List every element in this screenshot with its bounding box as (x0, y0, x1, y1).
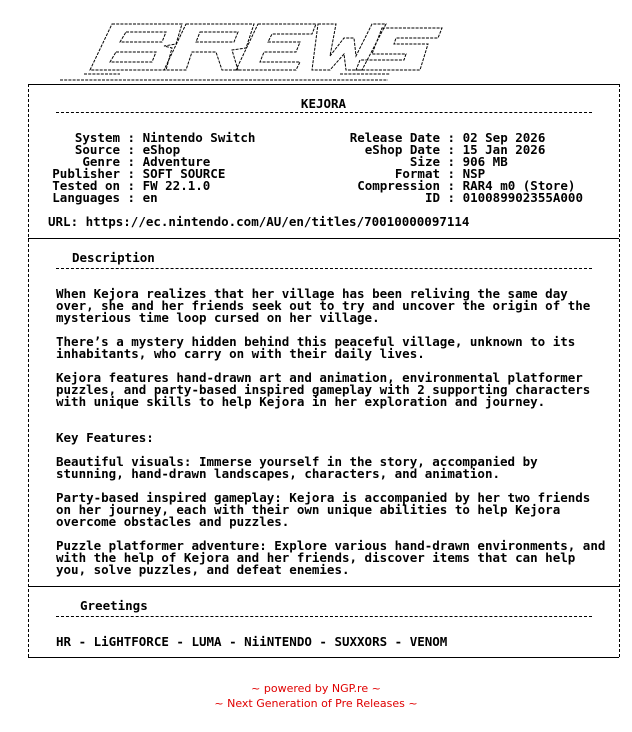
greetings-underline (56, 616, 592, 617)
description-paragraph: Kejora features hand-drawn art and animation, environmental platformer puzzles, and party-based inspired gameplay with 2 supporting characters with unique skills to help Kejora in her exploration and journey. (56, 370, 591, 409)
greetings-list: HR - LiGHTFORCE - LUMA - NiiNTENDO - SUXXORS - VENOM (56, 634, 448, 649)
info-key: Tested on (52, 178, 120, 193)
bottom-border (28, 657, 619, 658)
info-key: System (74, 130, 120, 145)
info-key: Release Date (349, 130, 440, 145)
section-divider-1 (28, 238, 619, 239)
info-row (48, 192, 158, 204)
info-value: RAR4 m0 (Store) (462, 178, 576, 193)
description-underline (56, 268, 592, 269)
info-separator: : (120, 154, 143, 169)
key-features-heading: Key Features: (56, 430, 154, 445)
section-divider-2 (28, 586, 619, 587)
info-key: Languages (52, 190, 120, 205)
info-separator: : (120, 190, 143, 205)
info-separator: : (120, 142, 143, 157)
info-value: 15 Jan 2026 (462, 142, 546, 157)
description-paragraph: Party-based inspired gameplay: Kejora is accompanied by her two friends on her journey, each with their own unique abilities to help Kejora overcome obstacles and puzzles. (56, 490, 591, 529)
info-separator: : (120, 178, 143, 193)
info-value: 906 MB (462, 154, 508, 169)
footer-tagline: ~ Next Generation of Pre Releases ~ (214, 697, 418, 710)
info-key: ID (424, 190, 440, 205)
info-value: eShop (142, 142, 181, 157)
info-separator: : (440, 178, 463, 193)
title-underline (56, 112, 592, 113)
info-separator: : (440, 190, 463, 205)
info-row (344, 192, 583, 204)
url-line (48, 216, 469, 228)
info-separator: : (440, 130, 463, 145)
greetings-heading: Greetings (80, 598, 148, 613)
info-key: Source (74, 142, 120, 157)
info-separator: : (440, 154, 463, 169)
info-value: 010089902355A000 (462, 190, 583, 205)
description-paragraph: When Kejora realizes that her village has been reliving the same day over, she and her friends seek out to try and uncover the origin of the mysterious time loop cursed on her village. (56, 286, 591, 325)
info-key: Genre (82, 154, 120, 169)
info-value: 02 Sep 2026 (462, 130, 546, 145)
info-key: Size (409, 154, 440, 169)
info-value: SOFT SOURCE (142, 166, 226, 181)
description-paragraph: There’s a mystery hidden behind this peaceful village, unknown to its inhabitants, who carry on with their daily lives. (56, 334, 576, 361)
info-key: Format (394, 166, 440, 181)
info-value: Adventure (142, 154, 211, 169)
info-value: FW 22.1.0 (142, 178, 211, 193)
release-title: KEJORA (300, 96, 347, 111)
url-label: URL: (48, 214, 79, 229)
description-paragraph: Puzzle platformer adventure: Explore various hand-drawn environments, and with the help of Kejora and her friends, discover items that can help you, solve puzzles, and defeat enemies. (56, 538, 606, 577)
info-key: Compression (357, 178, 440, 193)
info-separator: : (440, 166, 463, 181)
info-key: Publisher (52, 166, 120, 181)
url-value[interactable]: https://ec.nintendo.com/AU/en/titles/70010000097114 (85, 214, 470, 229)
description-heading: Description (72, 250, 155, 265)
info-key: eShop Date (364, 142, 440, 157)
info-value: en (142, 190, 158, 205)
brews-ascii-logo (0, 0, 632, 86)
footer-powered-by[interactable]: ~ powered by NGP.re ~ (251, 682, 381, 695)
info-separator: : (120, 130, 143, 145)
description-paragraph: Beautiful visuals: Immerse yourself in the story, accompanied by stunning, hand-drawn landscapes, characters, and animation. (56, 454, 538, 481)
info-value: NSP (462, 166, 486, 181)
info-value: Nintendo Switch (142, 130, 256, 145)
info-separator: : (440, 142, 463, 157)
info-separator: : (120, 166, 143, 181)
